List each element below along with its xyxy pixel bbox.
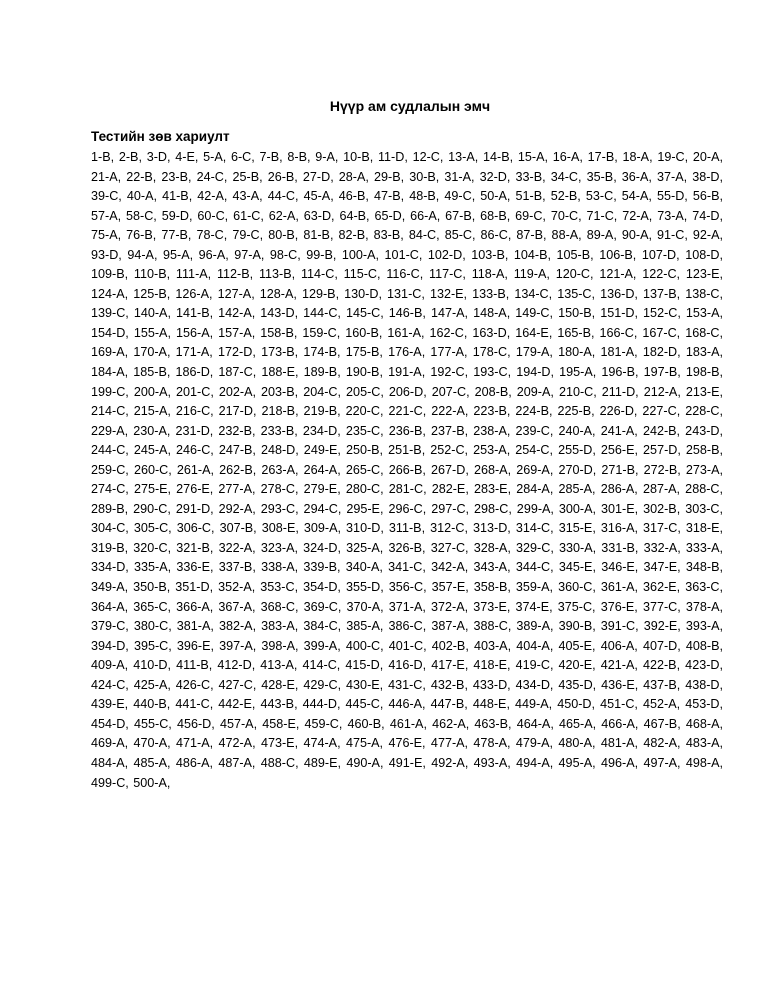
answers-heading: Тестийн зөв хариулт: [91, 129, 230, 144]
answer-key-text: 1-B, 2-B, 3-D, 4-E, 5-A, 6-C, 7-B, 8-B, 9-A, 10-B, 11-D, 12-C, 13-A, 14-B, 15-A, 16-A, 17-B, 18-A, 19-C, 20-A, 21-A, 22-B, 23-B, 24-C, 25-B, 26-B, 27-D, 28-A, 29-B, 30-B, 31-A, 32-D, 33-B, 34-C, 35-B, 36-A, 37-A, 38-D, 39-C, 40-A, 41-B, 42-A, 43-A, 44-C, 45-A, 46-B, 47-B, 48-B, 49-C, 50-A, 51-B, 52-B, 53-C, 54-A, 55-D, 56-B, 57-A, 58-C, 59-D, 60-C, 61-C, 62-A, 63-D, 64-B, 65-D, 66-A, 67-B, 68-B, 69-C, 70-C, 71-C, 72-A, 73-A, 74-D, 75-A, 76-B, 77-B, 78-C, 79-C, 80-B, 81-B, 82-B, 83-B, 84-C, 85-C, 86-C, 87-B, 88-A, 89-A, 90-A, 91-C, 92-A, 93-D, 94-A, 95-A, 96-A, 97-A, 98-C, 99-B, 100-A, 101-C, 102-D, 103-B, 104-B, 105-B, 106-B, 107-D, 108-D, 109-B, 110-B, 111-A, 112-B, 113-B, 114-C, 115-C, 116-C, 117-C, 118-A, 119-A, 120-C, 121-A, 122-C, 123-E, 124-A, 125-B, 126-A, 127-A, 128-A, 129-B, 130-D, 131-C, 132-E, 133-B, 134-C, 135-C, 136-D, 137-B, 138-C, 139-C, 140-A, 141-B, 142-A, 143-D, 144-C, 145-C, 146-B, 147-A, 148-A, 149-C, 150-B, 151-D, 152-C, 153-A, 154-D, 155-A, 156-A, 157-A, 158-B, 159-C, 160-B, 161-A, 162-C, 163-D, 164-E, 165-B, 166-C, 167-C, 168-C, 169-A, 170-A, 171-A, 172-D, 173-B, 174-B, 175-B, 176-A, 177-A, 178-C, 179-A, 180-A, 181-A, 182-D, 183-A, 184-A, 185-B, 186-D, 187-C, 188-E, 189-B, 190-B, 191-A, 192-C, 193-C, 194-D, 195-A, 196-B, 197-B, 198-B, 199-C, 200-A, 201-C, 202-A, 203-B, 204-C, 205-C, 206-D, 207-C, 208-B, 209-A, 210-C, 211-D, 212-A, 213-E, 214-C, 215-A, 216-C, 217-D, 218-B, 219-B, 220-C, 221-C, 222-A, 223-B, 224-B, 225-B, 226-D, 227-C, 228-C, 229-A, 230-A, 231-D, 232-B, 233-B, 234-D, 235-C, 236-B, 237-B, 238-A, 239-C, 240-A, 241-A, 242-B, 243-D, 244-C, 245-A, 246-C, 247-B, 248-D, 249-E, 250-B, 251-B, 252-C, 253-A, 254-C, 255-D, 256-E, 257-D, 258-B, 259-C, 260-C, 261-A, 262-B, 263-A, 264-A, 265-C, 266-B, 267-D, 268-A, 269-A, 270-D, 271-B, 272-B, 273-A, 274-C, 275-E, 276-E, 277-A, 278-C, 279-E, 280-C, 281-C, 282-E, 283-E, 284-A, 285-A, 286-A, 287-A, 288-C, 289-B, 290-C, 291-D, 292-A, 293-C, 294-C, 295-E, 296-C, 297-C, 298-C, 299-A, 300-A, 301-E, 302-B, 303-C, 304-C, 305-C, 306-C, 307-B, 308-E, 309-A, 310-D, 311-B, 312-C, 313-D, 314-C, 315-E, 316-A, 317-C, 318-E, 319-B, 320-C, 321-B, 322-A, 323-A, 324-D, 325-A, 326-B, 327-C, 328-A, 329-C, 330-A, 331-B, 332-A, 333-A, 334-D, 335-A, 336-E, 337-B, 338-A, 339-B, 340-A, 341-C, 342-A, 343-A, 344-C, 345-E, 346-E, 347-E, 348-B, 349-A, 350-B, 351-D, 352-A, 353-C, 354-D, 355-D, 356-C, 357-E, 358-B, 359-A, 360-C, 361-A, 362-E, 363-C, 364-A, 365-C, 366-A, 367-A, 368-C, 369-C, 370-A, 371-A, 372-A, 373-E, 374-E, 375-C, 376-E, 377-C, 378-A, 379-C, 380-C, 381-A, 382-A, 383-A, 384-C, 385-A, 386-C, 387-A, 388-C, 389-A, 390-B, 391-C, 392-E, 393-A, 394-D, 395-C, 396-E, 397-A, 398-A, 399-A, 400-C, 401-C, 402-B, 403-A, 404-A, 405-E, 406-A, 407-D, 408-B, 409-A, 410-D, 411-B, 412-D, 413-A, 414-C, 415-D, 416-D, 417-E, 418-E, 419-C, 420-E, 421-A, 422-B, 423-D, 424-C, 425-A, 426-C, 427-C, 428-E, 429-C, 430-E, 431-C, 432-B, 433-D, 434-D, 435-D, 436-E, 437-B, 438-D, 439-E, 440-B, 441-C, 442-E, 443-B, 444-D, 445-C, 446-A, 447-B, 448-E, 449-A, 450-D, 451-C, 452-A, 453-D, 454-D, 455-C, 456-D, 457-A, 458-E, 459-C, 460-B, 461-A, 462-A, 463-B, 464-A, 465-A, 466-A, 467-B, 468-A, 469-A, 470-A, 471-A, 472-A, 473-E, 474-A, 475-A, 476-E, 477-A, 478-A, 479-A, 480-A, 481-A, 482-A, 483-A, 484-A, 485-A, 486-A, 487-A, 488-C, 489-E, 490-A, 491-E, 492-A, 493-A, 494-A, 495-A, 496-A, 497-A, 498-A, 499-C, 500-A,: [91, 150, 723, 790]
document-title: Нүүр ам судлалын эмч: [329, 98, 491, 114]
